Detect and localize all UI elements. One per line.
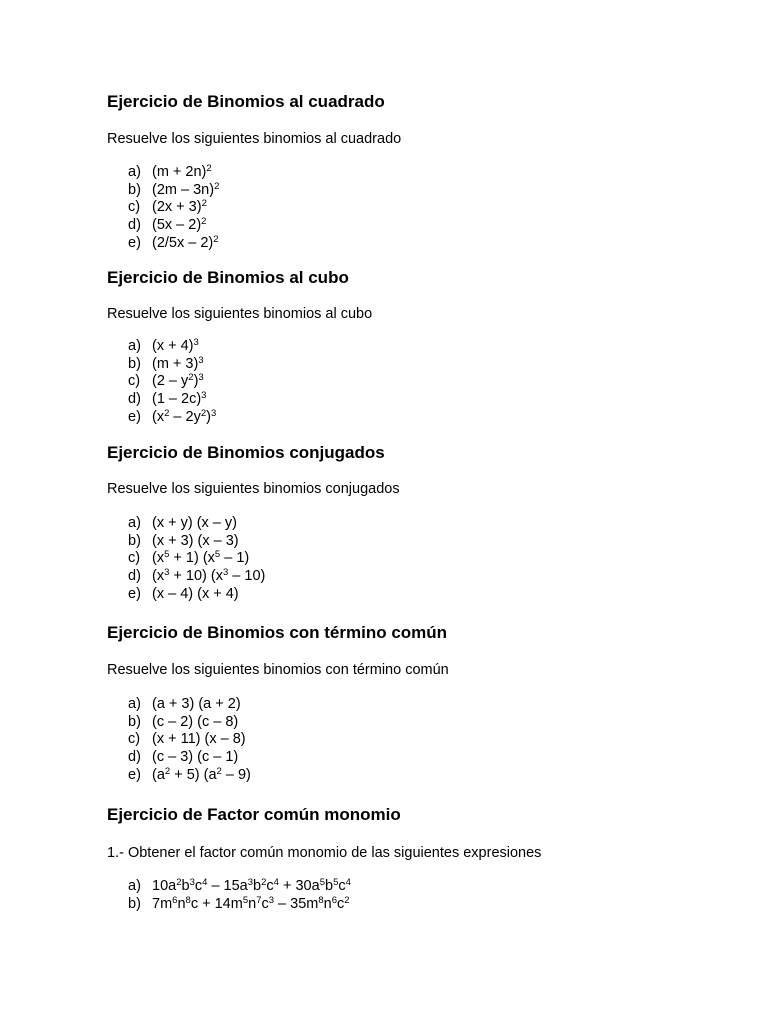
exercise-item — [128, 235, 219, 253]
expression-text: (a — [152, 766, 165, 783]
expression-text: ) — [206, 408, 211, 425]
exercise-list — [128, 878, 351, 913]
exponent: 5 — [319, 877, 325, 888]
section-title: Ejercicio de Binomios al cuadrado — [107, 92, 385, 111]
expression-text: (a + 3) (a + 2) — [152, 696, 241, 712]
exercise-label: b) — [128, 532, 141, 549]
exercise-item — [128, 696, 251, 714]
exercise-label: e) — [128, 585, 141, 602]
expression-text: b — [253, 878, 262, 894]
exponent: 3 — [193, 337, 199, 348]
expression-text: (c – 2) (c – 8) — [152, 713, 239, 730]
exponent: 8 — [185, 894, 191, 906]
exercise-item — [128, 533, 265, 551]
expression-text: – 1) — [220, 550, 250, 567]
expression-text: + 10) (x — [169, 568, 223, 585]
exponent: 2 — [201, 198, 207, 210]
section-binomios-termino-comun — [107, 623, 727, 783]
exercise-item — [128, 731, 251, 749]
expression-text: n — [323, 895, 332, 912]
section-intro: 1.- Obtener el factor común monomio de las siguientes expresiones — [107, 845, 542, 861]
exercise-item — [128, 391, 216, 409]
section-intro: Resuelve los siguientes binomios al cuadrado — [107, 131, 402, 147]
exponent: 3 — [268, 894, 275, 906]
expression-text: 7m — [152, 895, 173, 912]
exponent: 2 — [344, 894, 350, 906]
exercise-list — [128, 164, 219, 253]
exercise-expression — [152, 731, 246, 749]
exponent: 5 — [214, 549, 221, 561]
expression-text: (x + 4) — [152, 338, 194, 354]
section-title: Ejercicio de Binomios con término común — [107, 623, 448, 642]
exponent: 4 — [345, 877, 351, 888]
exercise-expression — [152, 568, 265, 586]
expression-text: – 2y — [169, 408, 201, 425]
exercise-expression — [152, 199, 207, 217]
expression-text: – 35m — [274, 895, 319, 912]
exercise-item — [128, 878, 351, 896]
expression-text: (x + y) (x – y) — [152, 515, 237, 531]
exponent: 3 — [247, 877, 254, 888]
exercise-expression — [152, 338, 199, 356]
exercise-label: b) — [128, 713, 141, 730]
expression-text: b — [181, 878, 190, 894]
exercise-label: e) — [128, 408, 141, 425]
section-title: Ejercicio de Factor común monomio — [107, 805, 401, 824]
exercise-item — [128, 199, 219, 217]
exercise-label: c) — [128, 199, 141, 216]
exponent: 3 — [198, 372, 204, 384]
expression-text: (x — [152, 568, 165, 585]
exercise-expression — [152, 696, 241, 714]
section-factor-comun-monomio — [107, 805, 727, 912]
exponent: 5 — [242, 894, 249, 906]
exponent: 3 — [164, 567, 170, 579]
exercise-expression — [152, 533, 239, 551]
expression-text: ) — [193, 373, 199, 390]
exercise-label: b) — [128, 355, 141, 372]
exercise-item — [128, 896, 351, 914]
exponent: 3 — [201, 390, 207, 402]
exponent: 7 — [256, 894, 262, 906]
expression-text: c — [266, 878, 274, 894]
exercise-expression — [152, 767, 251, 785]
exercise-label: a) — [128, 338, 141, 354]
expression-text: c — [338, 878, 346, 894]
exponent: 2 — [200, 407, 207, 419]
exponent: 3 — [189, 877, 195, 888]
exponent: 2 — [206, 163, 212, 174]
expression-text: (x + 3) (x – 3) — [152, 532, 239, 549]
expression-text: (2 – y — [152, 373, 189, 390]
expression-text: b — [324, 878, 334, 894]
expression-text: (5x – 2) — [152, 217, 202, 234]
exercise-item — [128, 409, 216, 427]
expression-text: c — [261, 895, 269, 912]
expression-text: c + 14m — [190, 895, 243, 912]
exercise-item — [128, 586, 265, 604]
exponent: 6 — [331, 894, 338, 906]
exercise-label: c) — [128, 373, 141, 390]
exponent: 5 — [333, 877, 339, 888]
exponent: 2 — [176, 877, 182, 888]
exercise-item — [128, 550, 265, 568]
exercise-item — [128, 217, 219, 235]
exponent: 3 — [210, 407, 217, 419]
exercise-label: b) — [128, 181, 141, 198]
expression-text: (2x + 3) — [152, 199, 202, 216]
exercise-expression — [152, 356, 204, 374]
exercise-item — [128, 338, 216, 356]
expression-text: (x + 11) (x – 8) — [152, 731, 246, 748]
expression-text: – 15a — [207, 878, 248, 894]
exercise-list — [128, 515, 265, 604]
expression-text: + 1) (x — [169, 550, 215, 567]
expression-text: + 5) (a — [170, 766, 217, 783]
exercise-expression — [152, 409, 216, 427]
exercise-item — [128, 182, 219, 200]
exercise-expression — [152, 586, 239, 604]
exercise-expression — [152, 896, 350, 914]
expression-text: (2m – 3n) — [152, 181, 215, 198]
expression-text: (2/5x – 2) — [152, 234, 214, 251]
exercise-expression — [152, 217, 206, 235]
exercise-item — [128, 356, 216, 374]
exponent: 6 — [172, 894, 178, 906]
expression-text: (x — [152, 550, 165, 567]
expression-text: n — [248, 895, 257, 912]
exercise-list — [128, 338, 216, 427]
expression-text: n — [177, 895, 186, 912]
exercise-label: c) — [128, 550, 141, 567]
exercise-item — [128, 373, 216, 391]
expression-text: c — [194, 878, 203, 894]
exponent: 3 — [222, 567, 229, 579]
exercise-expression — [152, 164, 212, 182]
exponent: 3 — [198, 354, 204, 366]
exponent: 8 — [318, 894, 324, 906]
expression-text: – 9) — [221, 766, 251, 783]
section-binomios-cubo — [107, 268, 727, 425]
exponent: 5 — [164, 549, 170, 561]
exercise-label: b) — [128, 895, 141, 912]
expression-text: (m + 2n) — [152, 164, 207, 180]
exponent: 2 — [213, 233, 219, 245]
exercise-expression — [152, 515, 237, 533]
exercise-expression — [152, 235, 219, 253]
exercise-label: a) — [128, 878, 141, 894]
exercise-label: d) — [128, 391, 141, 408]
exercise-expression — [152, 550, 249, 568]
section-intro: Resuelve los siguientes binomios conjugados — [107, 481, 400, 497]
expression-text: + 30a — [278, 878, 320, 894]
exercise-item — [128, 749, 251, 767]
exponent: 2 — [164, 765, 171, 777]
section-title: Ejercicio de Binomios al cubo — [107, 268, 349, 287]
exercise-expression — [152, 373, 204, 391]
exponent: 2 — [201, 216, 207, 228]
exponent: 2 — [188, 372, 194, 384]
exercise-label: e) — [128, 234, 141, 251]
exercise-label: a) — [128, 164, 141, 180]
exercise-expression — [152, 714, 238, 732]
exercise-label: d) — [128, 568, 141, 585]
section-binomios-conjugados — [107, 443, 727, 602]
expression-text: (1 – 2c) — [152, 391, 202, 408]
expression-text: (m + 3) — [152, 355, 199, 372]
expression-text: c — [337, 895, 345, 912]
exercise-label: c) — [128, 731, 141, 748]
exercise-item — [128, 767, 251, 785]
expression-text: (c – 3) (c – 1) — [152, 749, 239, 766]
section-intro: Resuelve los siguientes binomios al cubo — [107, 306, 373, 322]
exercise-label: e) — [128, 766, 141, 783]
exponent: 2 — [164, 407, 170, 419]
expression-text: 10a — [152, 878, 177, 894]
exponent: 2 — [216, 765, 222, 777]
exponent: 4 — [273, 877, 279, 888]
exercise-label: a) — [128, 696, 141, 712]
exercise-label: d) — [128, 749, 141, 766]
exercise-item — [128, 714, 251, 732]
exercise-item — [128, 515, 265, 533]
exponent: 2 — [261, 877, 267, 888]
exercise-item — [128, 568, 265, 586]
exercise-expression — [152, 182, 219, 200]
exercise-item — [128, 164, 219, 182]
section-binomios-cuadrado — [107, 92, 727, 251]
exercise-expression — [152, 391, 206, 409]
expression-text: (x – 4) (x + 4) — [152, 585, 239, 602]
exponent: 4 — [202, 877, 208, 888]
exercise-expression — [152, 749, 238, 767]
expression-text: (x — [152, 408, 165, 425]
section-title: Ejercicio de Binomios conjugados — [107, 443, 385, 462]
exercise-list — [128, 696, 251, 785]
expression-text: – 10) — [228, 568, 266, 585]
exercise-label: a) — [128, 515, 141, 531]
exercise-expression — [152, 878, 351, 896]
section-intro: Resuelve los siguientes binomios con término común — [107, 662, 449, 678]
exercise-label: d) — [128, 217, 141, 234]
exponent: 2 — [214, 180, 220, 192]
